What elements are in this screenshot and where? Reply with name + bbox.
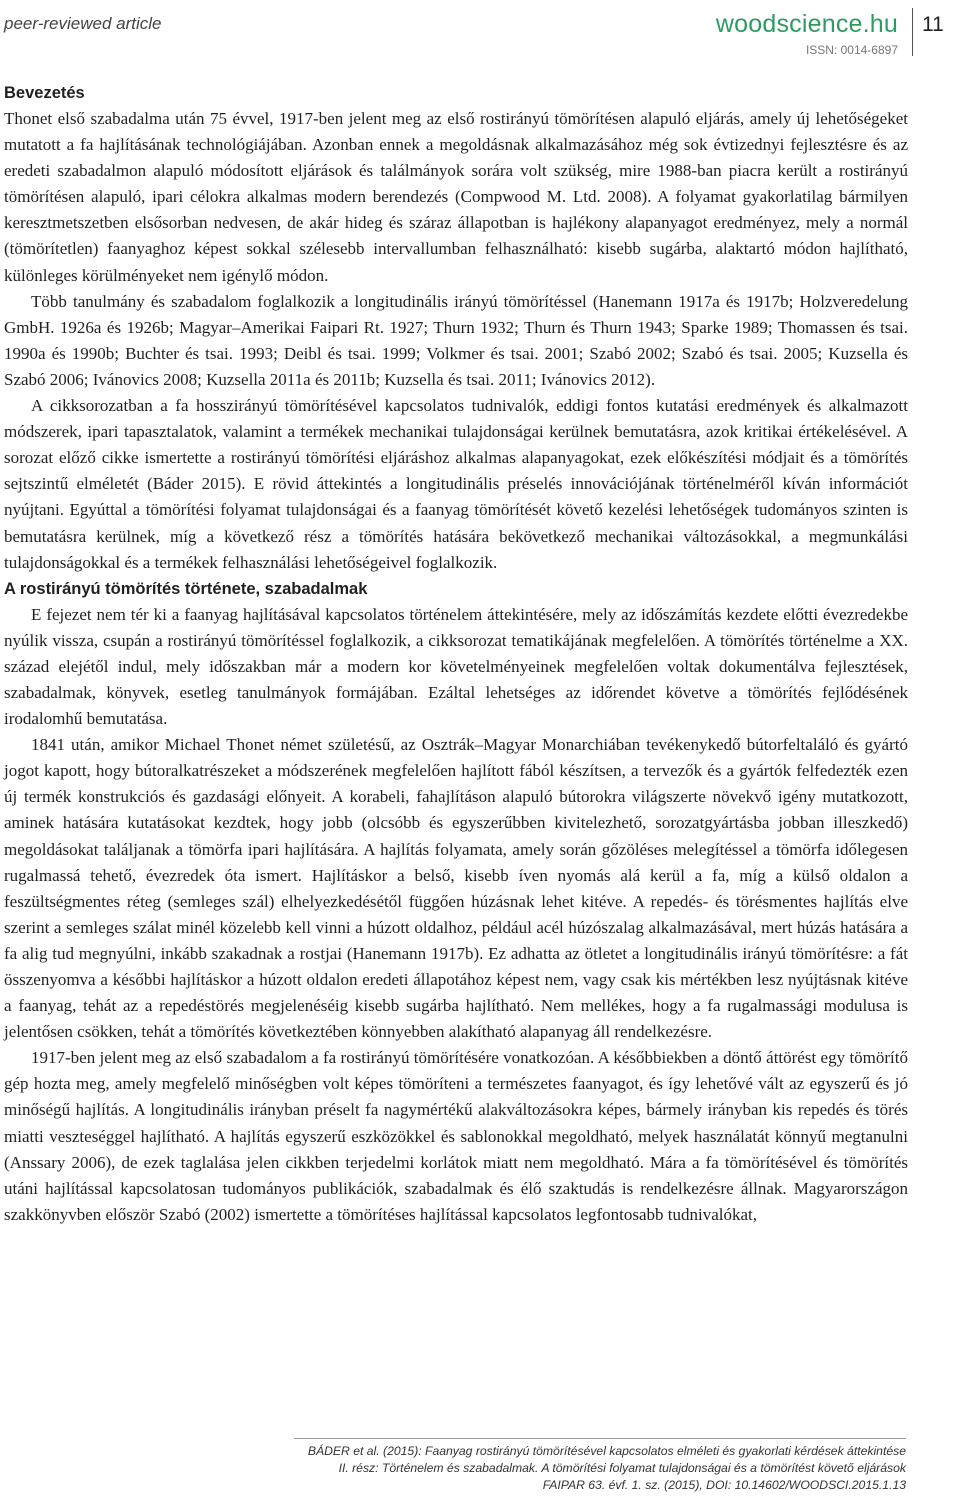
paragraph: Thonet első szabadalma után 75 évvel, 1917-ben jelent meg az első rostirányú tömörítésen alapuló eljárás, amely új lehetőségeket mutatott a fa hajlításának technológiájában. Azonban ennek a megoldásnak alkalmazásához még sok évtizednyi fejlesztésre és az eredeti szabadalmon alapuló módosított eljárások és találmányok sorára volt szükség, mire 1988-ban piacra került a rostirányú tömörítésen alapuló, ipari célokra alkalmas modern berendezés (Compwood M. Ltd. 2008). A folyamat gyakorlatilag bármilyen keresztmetszetben elsősorban nedvesen, de akár hideg és száraz állapotban is hajlékony alapanyagot eredményez, mely a normál (tömörítetlen) faanyaghoz képest sokkal szélesebb intervallumban felhasználható: kisebb sugárba, alaktartó módon hajlítható, különleges körülményeket nem igénylő módon.: [4, 109, 908, 285]
footer-citation-line: II. rész: Történelem és szabadalmak. A tömörítési folyamat tulajdonságai és a tömörítést követő eljárások: [338, 1461, 906, 1475]
page-number: 11: [922, 13, 944, 36]
footer-doi-line: FAIPAR 63. évf. 1. sz. (2015), DOI: 10.14602/WOODSCI.2015.1.13: [542, 1478, 906, 1492]
paragraph: 1917-ben jelent meg az első szabadalom a fa rostirányú tömörítésére vonatkozóan. A későbbiekben a döntő áttörést egy tömörítő gép hozta meg, amely megfelelő minőségben volt képes tömöríteni a természetes faanyagot, és így lehetővé vált az egyszerű és jó minőségű hajlítás. A longitudinális irányban préselt fa nagymértékű alakváltozásokra képes, bármely irányban kis repedés és törés miatti veszteséggel hajlítható. A hajlítás egyszerű eszközökkel és sablonokkal megoldható, melyek használatát könnyű megtanulni (Anssary 2006), de ezek taglalása jelen cikkben terjedelmi korlátok miatt nem megoldható. Mára a fa tömörítésével és tömörítés utáni hajlítással kapcsolatosan tudományos publikációk, szabadalmak és élő szaktudás is rendelkezésre állnak. Magyarországon szakkönyvben először Szabó (2002) ismertette a tömörítéses hajlítással kapcsolatos legfontosabb tudnivalókat,: [4, 1048, 908, 1224]
section-label: peer-reviewed article: [4, 14, 162, 33]
section-heading-history: A rostirányú tömörítés története, szabadalmak: [4, 579, 368, 598]
paragraph: E fejezet nem tér ki a faanyag hajlításával kapcsolatos történelem áttekintésére, mely az időszámítás kezdete előtti évezredekbe nyúlik vissza, csupán a rostirányú tömörítéssel foglalkozik, a cikksorozat tematikájának megfelelően. A tömörítés történelme a XX. század elejétől indul, mely időszakban már a modern kor követelményeinek megfelelően voltak dokumentálva fejlesztések, szabadalmak, könyvek, esetleg tanulmányok formájában. Ezáltal lehetséges az időrendet követve a tömörítés fejlődésének irodalomhű bemutatása.: [4, 604, 908, 729]
section-heading-intro: Bevezetés: [4, 84, 85, 102]
paragraph: 1841 után, amikor Michael Thonet német születésű, az Osztrák–Magyar Monarchiában tevékenykedő bútorfeltaláló és gyártó jogot kapott, hogy bútoralkatrészeket a módszerének megfelelően hajlított fából készítsen, a tervezők és a gyártók felfedezték ezen új termék konstrukciós és gazdasági előnyeit. A korabeli, fahajlításon alapuló bútorokra világszerte növekvő igény mutatkozott, aminek hatására kutatásokat kezdtek, hogy jobb (olcsóbb és egyszerűbben kivitelezhető, sorozatgyártásba jobban illeszkedő) megoldásokat találjanak a tömörfa ipari hajlítására. A hajlítás folyamata, amely során gőzöléses melegítéssel a tömörfa időlegesen rugalmassá tehető, évezredek óta ismert. Hajlításkor a belső, kisebb íven nyomás alá kerül a fa, míg a külső oldalon a feszültségmentes réteg (semleges szál) elhelyezkedésétől függően húzásnak lehet kitéve. A repedés- és törésmentes hajlítás elve szerint a semleges szálat minél közelebb kell vinni a húzott oldalhoz, például acél húzószalag alkalmazásával, mert húzás hatására a fa alig tud megnyúlni, inkább szakadnak a rostjai (Hanemann 1917b). Ez adhatta az ötletet a longitudinális irányú tömörítésre: a fát összenyomva a későbbi hajlításkor a húzott oldalon eredeti állapotához képest nem, vagy csak kis mértékben lesz nyújtásnak kitéve a faanyag, tehát az a repedéstörés megjelenéséig kisebb sugárba hajlítható. Nem mellékes, hogy a fa rugalmassági modulusa is jelentősen csökken, tehát a tömörítés következtében könnyebben alakítható alapanyag áll rendelkezésre.: [4, 735, 908, 1042]
paragraph: Több tanulmány és szabadalom foglalkozik a longitudinális irányú tömörítéssel (Hanemann 1917a és 1917b; Holzveredelung GmbH. 1926a és 1926b; Magyar–Amerikai Faipari Rt. 1927; Thurn 1932; Thurn és Thurn 1943; Sparke 1989; Thomassen és tsai. 1990a és 1990b; Buchter és tsai. 1993; Deibl és tsai. 1999; Volkmer és tsai. 2001; Szabó 2002; Szabó és tsai. 2005; Kuzsella és Szabó 2006; Ivánovics 2008; Kuzsella 2011a és 2011b; Kuzsella és tsai. 2011; Ivánovics 2012).: [4, 291, 908, 389]
paragraph: A cikksorozatban a fa hosszirányú tömörítésével kapcsolatos tudnivalók, eddigi fontos kutatási eredmények és alkalmazott módszerek, ipari tapasztalatok, valamint a termékek mechanikai tulajdonságai kerülnek bemutatásra, azok kritikai értékelésével. A sorozat előző cikke ismertette a rostirányú tömörítési eljáráshoz alkalmas alapanyagokat, ezek előkészítési módjait és a tömörítés sejtszintű elméletét (Báder 2015). E rövid áttekintés a longitudinális préselés innovációjának történelméről kíván információt nyújtani. Egyúttal a tömörítési folyamat tulajdonságai és a faanyag tömörítését követő kezelési lehetőségek tudományos szinten is bemutatásra kerülnek, míg a következő rész a tömörítés hatására bekövetkező mechanikai változásokkal, a megmunkálási tulajdonságokkal és a termékek felhasználási lehetőségeivel foglalkozik.: [4, 396, 908, 572]
issn-label: ISSN: 0014-6897: [805, 43, 898, 57]
site-link[interactable]: woodscience.hu: [715, 10, 898, 38]
footer-citation-line: BÁDER et al. (2015): Faanyag rostirányú tömörítésével kapcsolatos elméleti és gyakorlati kérdések áttekintése: [307, 1444, 906, 1458]
header-divider: [912, 8, 913, 56]
footer-rule: [294, 1438, 906, 1439]
article-body: [4, 80, 908, 1228]
